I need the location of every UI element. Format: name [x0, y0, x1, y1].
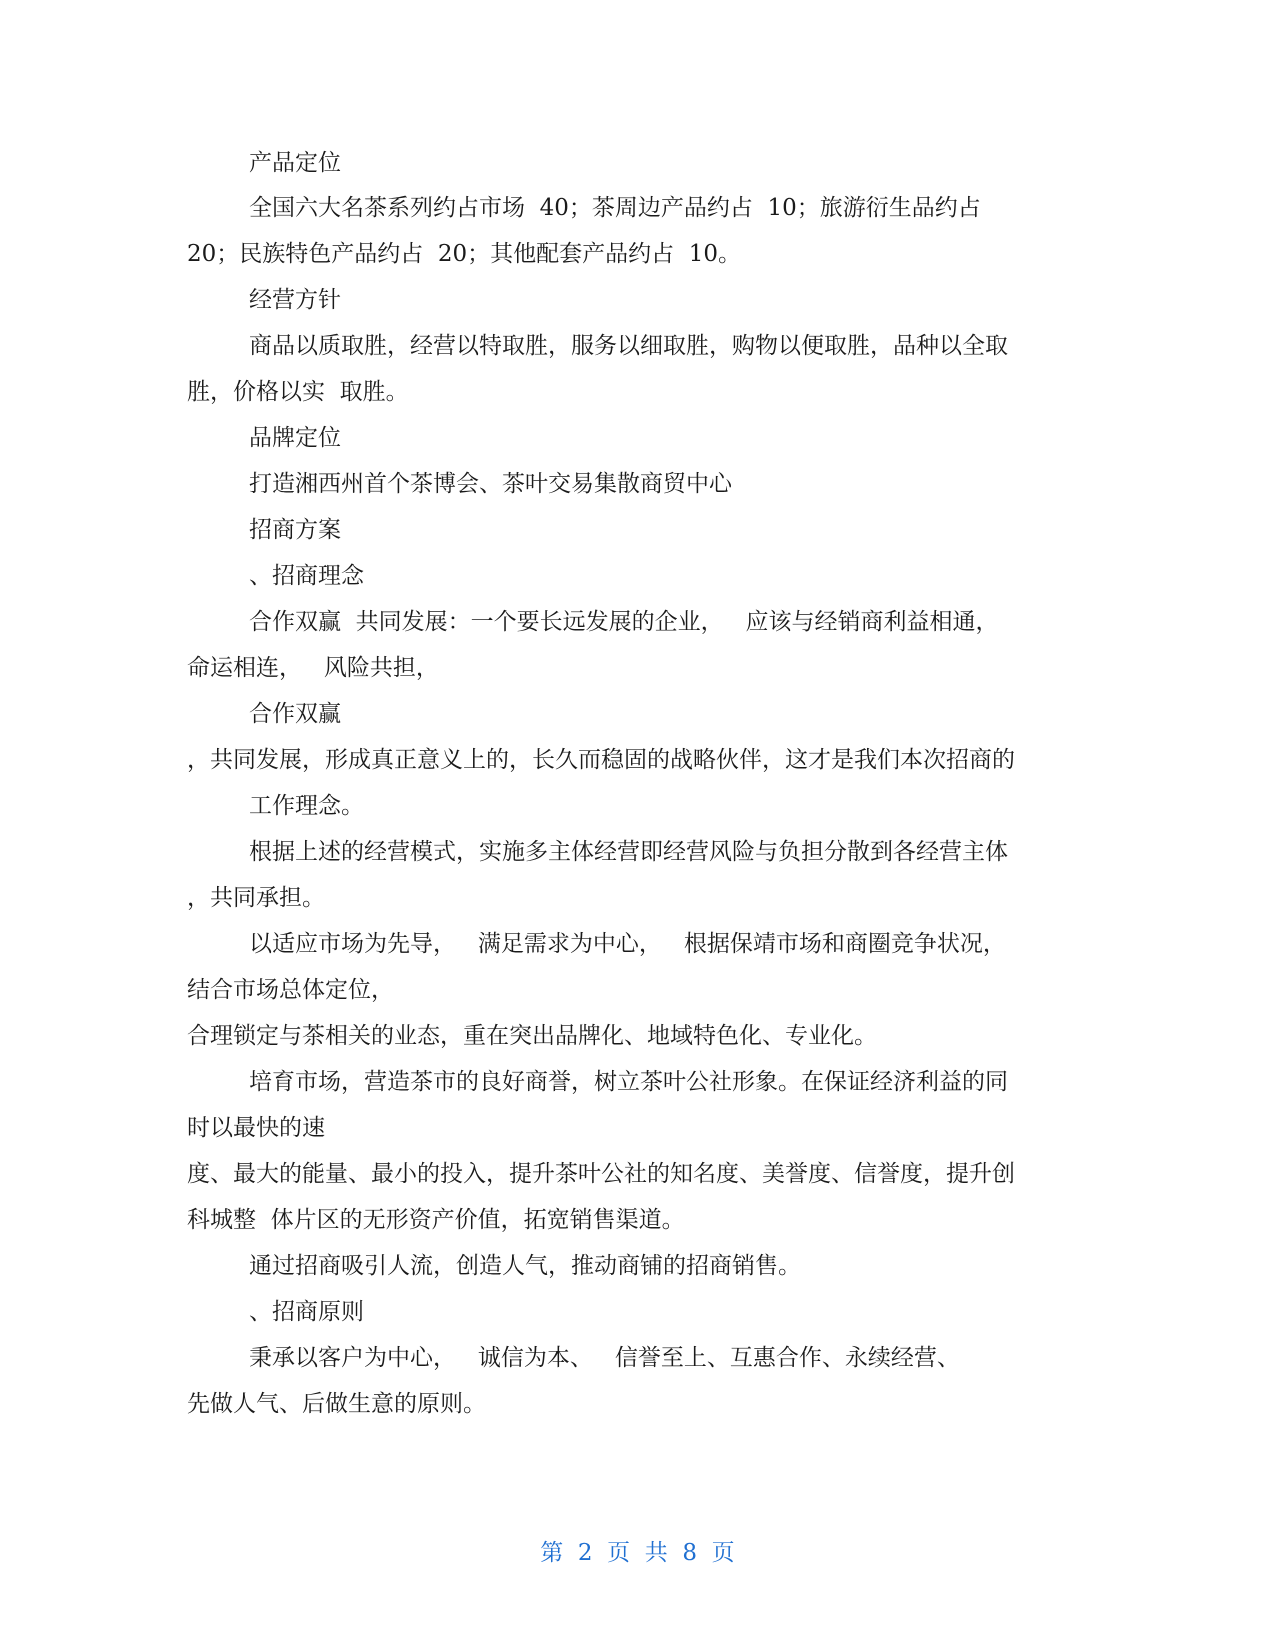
paragraph-line: ，共同承担。 — [187, 885, 325, 911]
paragraph-line: 时以最快的速 — [187, 1115, 325, 1141]
heading-brand-positioning: 品牌定位 — [249, 425, 341, 451]
paragraph-line: 以适应市场为先导， 满足需求为中心， 根据保靖市场和商圈竞争状况， — [249, 931, 1006, 957]
paragraph-line: 根据上述的经营模式，实施多主体经营即经营风险与负担分散到各经营主体 — [249, 839, 1008, 865]
paragraph-line: 工作理念。 — [249, 793, 364, 819]
paragraph-line: 合理锁定与茶相关的业态，重在突出品牌化、地域特色化、专业化。 — [187, 1023, 877, 1049]
heading-product-positioning: 产品定位 — [249, 150, 341, 176]
subheading-investment-concept: 、招商理念 — [249, 563, 364, 589]
paragraph-line: 合作双赢 共同发展：一个要长远发展的企业， 应该与经销商利益相通， — [249, 609, 999, 635]
paragraph-line: 培育市场，营造茶市的良好商誉，树立茶叶公社形象。在保证经济利益的同 — [249, 1069, 1008, 1095]
heading-investment-plan: 招商方案 — [249, 517, 341, 543]
heading-business-policy: 经营方针 — [249, 287, 341, 313]
paragraph-line: 先做人气、后做生意的原则。 — [187, 1391, 486, 1417]
paragraph-line: 打造湘西州首个茶博会、茶叶交易集散商贸中心 — [249, 471, 732, 497]
paragraph-line: 全国六大名茶系列约占市场 40；茶周边产品约占 10；旅游衍生品约占 — [249, 195, 981, 221]
paragraph-line: 通过招商吸引人流，创造人气，推动商铺的招商销售。 — [249, 1253, 801, 1279]
paragraph-line: 胜，价格以实 取胜。 — [187, 379, 409, 405]
paragraph-line: 度、最大的能量、最小的投入，提升茶叶公社的知名度、美誉度、信誉度，提升创 — [187, 1161, 1015, 1187]
paragraph-line: 命运相连， 风险共担， — [187, 655, 439, 681]
subheading-investment-principles: 、招商原则 — [249, 1299, 364, 1325]
paragraph-line: 秉承以客户为中心， 诚信为本、 信誉至上、互惠合作、永续经营、 — [249, 1345, 960, 1371]
paragraph-line: 合作双赢 — [249, 701, 341, 727]
paragraph-line: 结合市场总体定位， — [187, 977, 394, 1003]
paragraph-line: 科城整 体片区的无形资产价值，拓宽销售渠道。 — [187, 1207, 685, 1233]
paragraph-line: 20；民族特色产品约占 20；其他配套产品约占 10。 — [187, 241, 742, 267]
paragraph-line: ，共同发展，形成真正意义上的，长久而稳固的战略伙伴，这才是我们本次招商的 — [187, 747, 1015, 773]
page-number-footer: 第 2 页 共 8 页 — [540, 1540, 735, 1566]
paragraph-line: 商品以质取胜，经营以特取胜，服务以细取胜，购物以便取胜，品种以全取 — [249, 333, 1008, 359]
